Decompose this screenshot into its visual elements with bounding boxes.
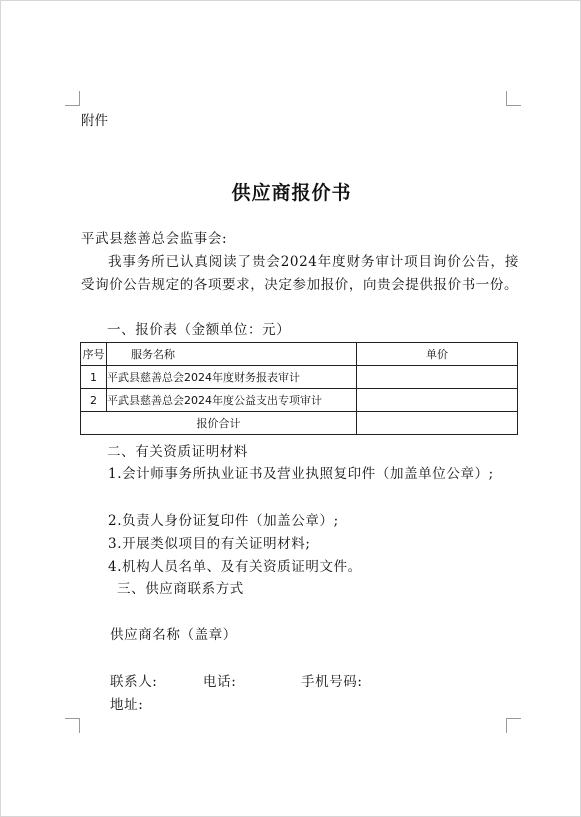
header-no: 序号 [81,343,107,366]
row-price [357,389,518,412]
address-label: 地址: [110,697,144,713]
header-price: 单价 [357,343,518,366]
material-item: 1.会计师事务所执业证书及营业执照复印件（加盖单位公章）; [108,466,494,482]
mobile-label: 手机号码: [301,674,363,690]
crop-mark-bottom-left [65,718,80,733]
material-item: 3.开展类似项目的有关证明材料; [108,536,311,552]
total-label: 报价合计 [81,412,357,435]
crop-mark-top-left [65,91,80,106]
addressee: 平武县慈善总会监事会: [81,231,228,247]
material-item: 4.机构人员名单、及有关资质证明文件。 [108,559,362,575]
section2-heading: 二、有关资质证明材料 [107,444,248,460]
row-service: 平武县慈善总会2024年度财务报表审计 [107,366,357,389]
supplier-name-label: 供应商名称（盖章） [110,627,237,643]
phone-label: 电话: [203,674,237,690]
crop-mark-bottom-right [506,718,521,733]
total-value [357,412,518,435]
section1-heading: 一、报价表（金额单位：元） [107,322,291,338]
section3-heading: 三、供应商联系方式 [117,581,244,597]
table-row [81,389,518,412]
page-title: 供应商报价书 [231,182,352,204]
quote-table [80,342,518,435]
row-no: 1 [81,366,107,389]
crop-mark-top-right [506,91,521,106]
row-no: 2 [81,389,107,412]
intro-paragraph: 我事务所已认真阅读了贵会2024年度财务审计项目询价公告，接受询价公告规定的各项要求，决定参加报价，向贵会提供报价书一份。 [81,254,519,293]
attachment-label: 附件 [81,113,108,129]
header-service: 服务名称 [107,343,357,366]
contact-person-label: 联系人: [110,674,158,690]
row-price [357,366,518,389]
table-header-row [81,343,518,366]
table-row [81,366,518,389]
row-service: 平武县慈善总会2024年度公益支出专项审计 [107,389,357,412]
table-total-row [81,412,518,435]
material-item: 2.负责人身份证复印件（加盖公章）; [108,513,339,529]
